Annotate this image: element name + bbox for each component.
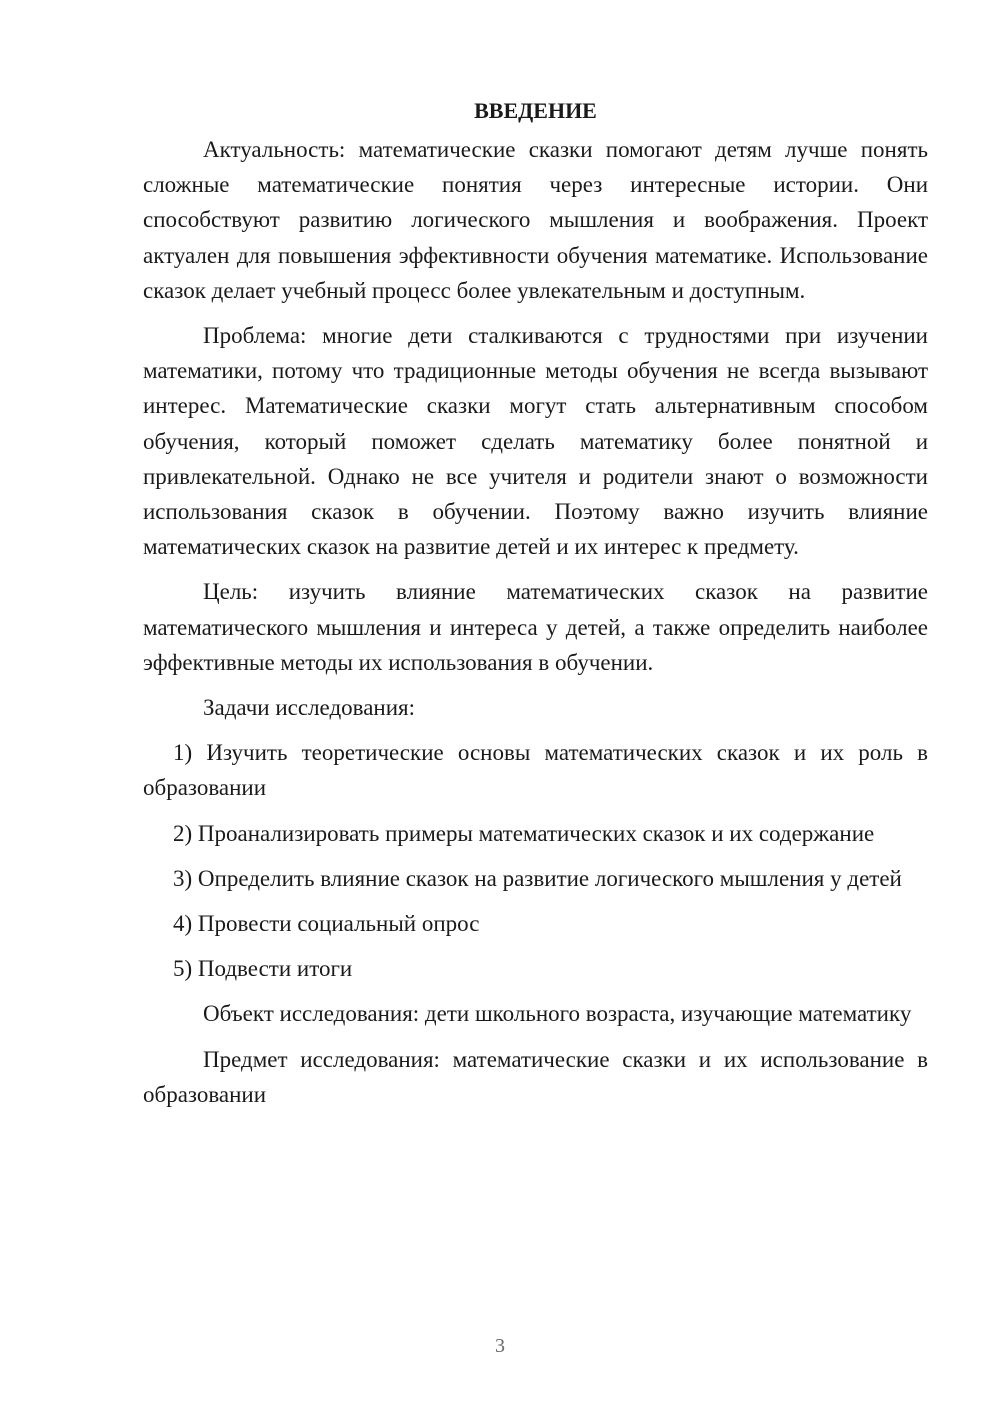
page-number: 3 [495,1335,505,1357]
paragraph-object: Объект исследования: дети школьного возраста, изучающие математику [203,1001,912,1027]
list-item: 5) Подвести итоги [173,956,353,982]
paragraph-goal: Цель: изучить влияние математических сказок на развитие математического мышления и интереса у детей, а также определить наиболее эффективные методы их использования в обучении. [143,579,928,675]
list-item: 1) Изучить теоретические основы математических сказок и их роль в образовании [143,740,928,801]
tasks-heading: Задачи исследования: [203,695,416,721]
list-item: 2) Проанализировать примеры математических сказок и их содержание [173,820,875,846]
document-page [143,94,928,1112]
paragraph-problem: Проблема: многие дети сталкиваются с трудностями при изучении математики, потому что традиционные методы обучения не всегда вызывают интерес. Математические сказки могут стать альтернативным способом обучения, который поможет сделать математику более понятной и привлекательной. Однако не все учителя и родители знают о возможности использования сказок в обучении. Поэтому важно изучить влияние математических сказок на развитие детей и их интерес к предмету. [143,323,928,560]
paragraph-subject: Предмет исследования: математические сказки и их использование в образовании [143,1046,928,1107]
list-item: 3) Определить влияние сказок на развитие логического мышления у детей [173,865,902,891]
list-item: 4) Провести социальный опрос [173,911,480,937]
paragraph-relevance: Актуальность: математические сказки помогают детям лучше понять сложные математические понятия через интересные истории. Они способствуют развитию логического мышления и воображения. Проект актуален для повышения эффективности обучения математике. Использование сказок делает учебный процесс более увлекательным и доступным. [143,137,928,303]
page-title: ВВЕДЕНИЕ [474,98,597,123]
